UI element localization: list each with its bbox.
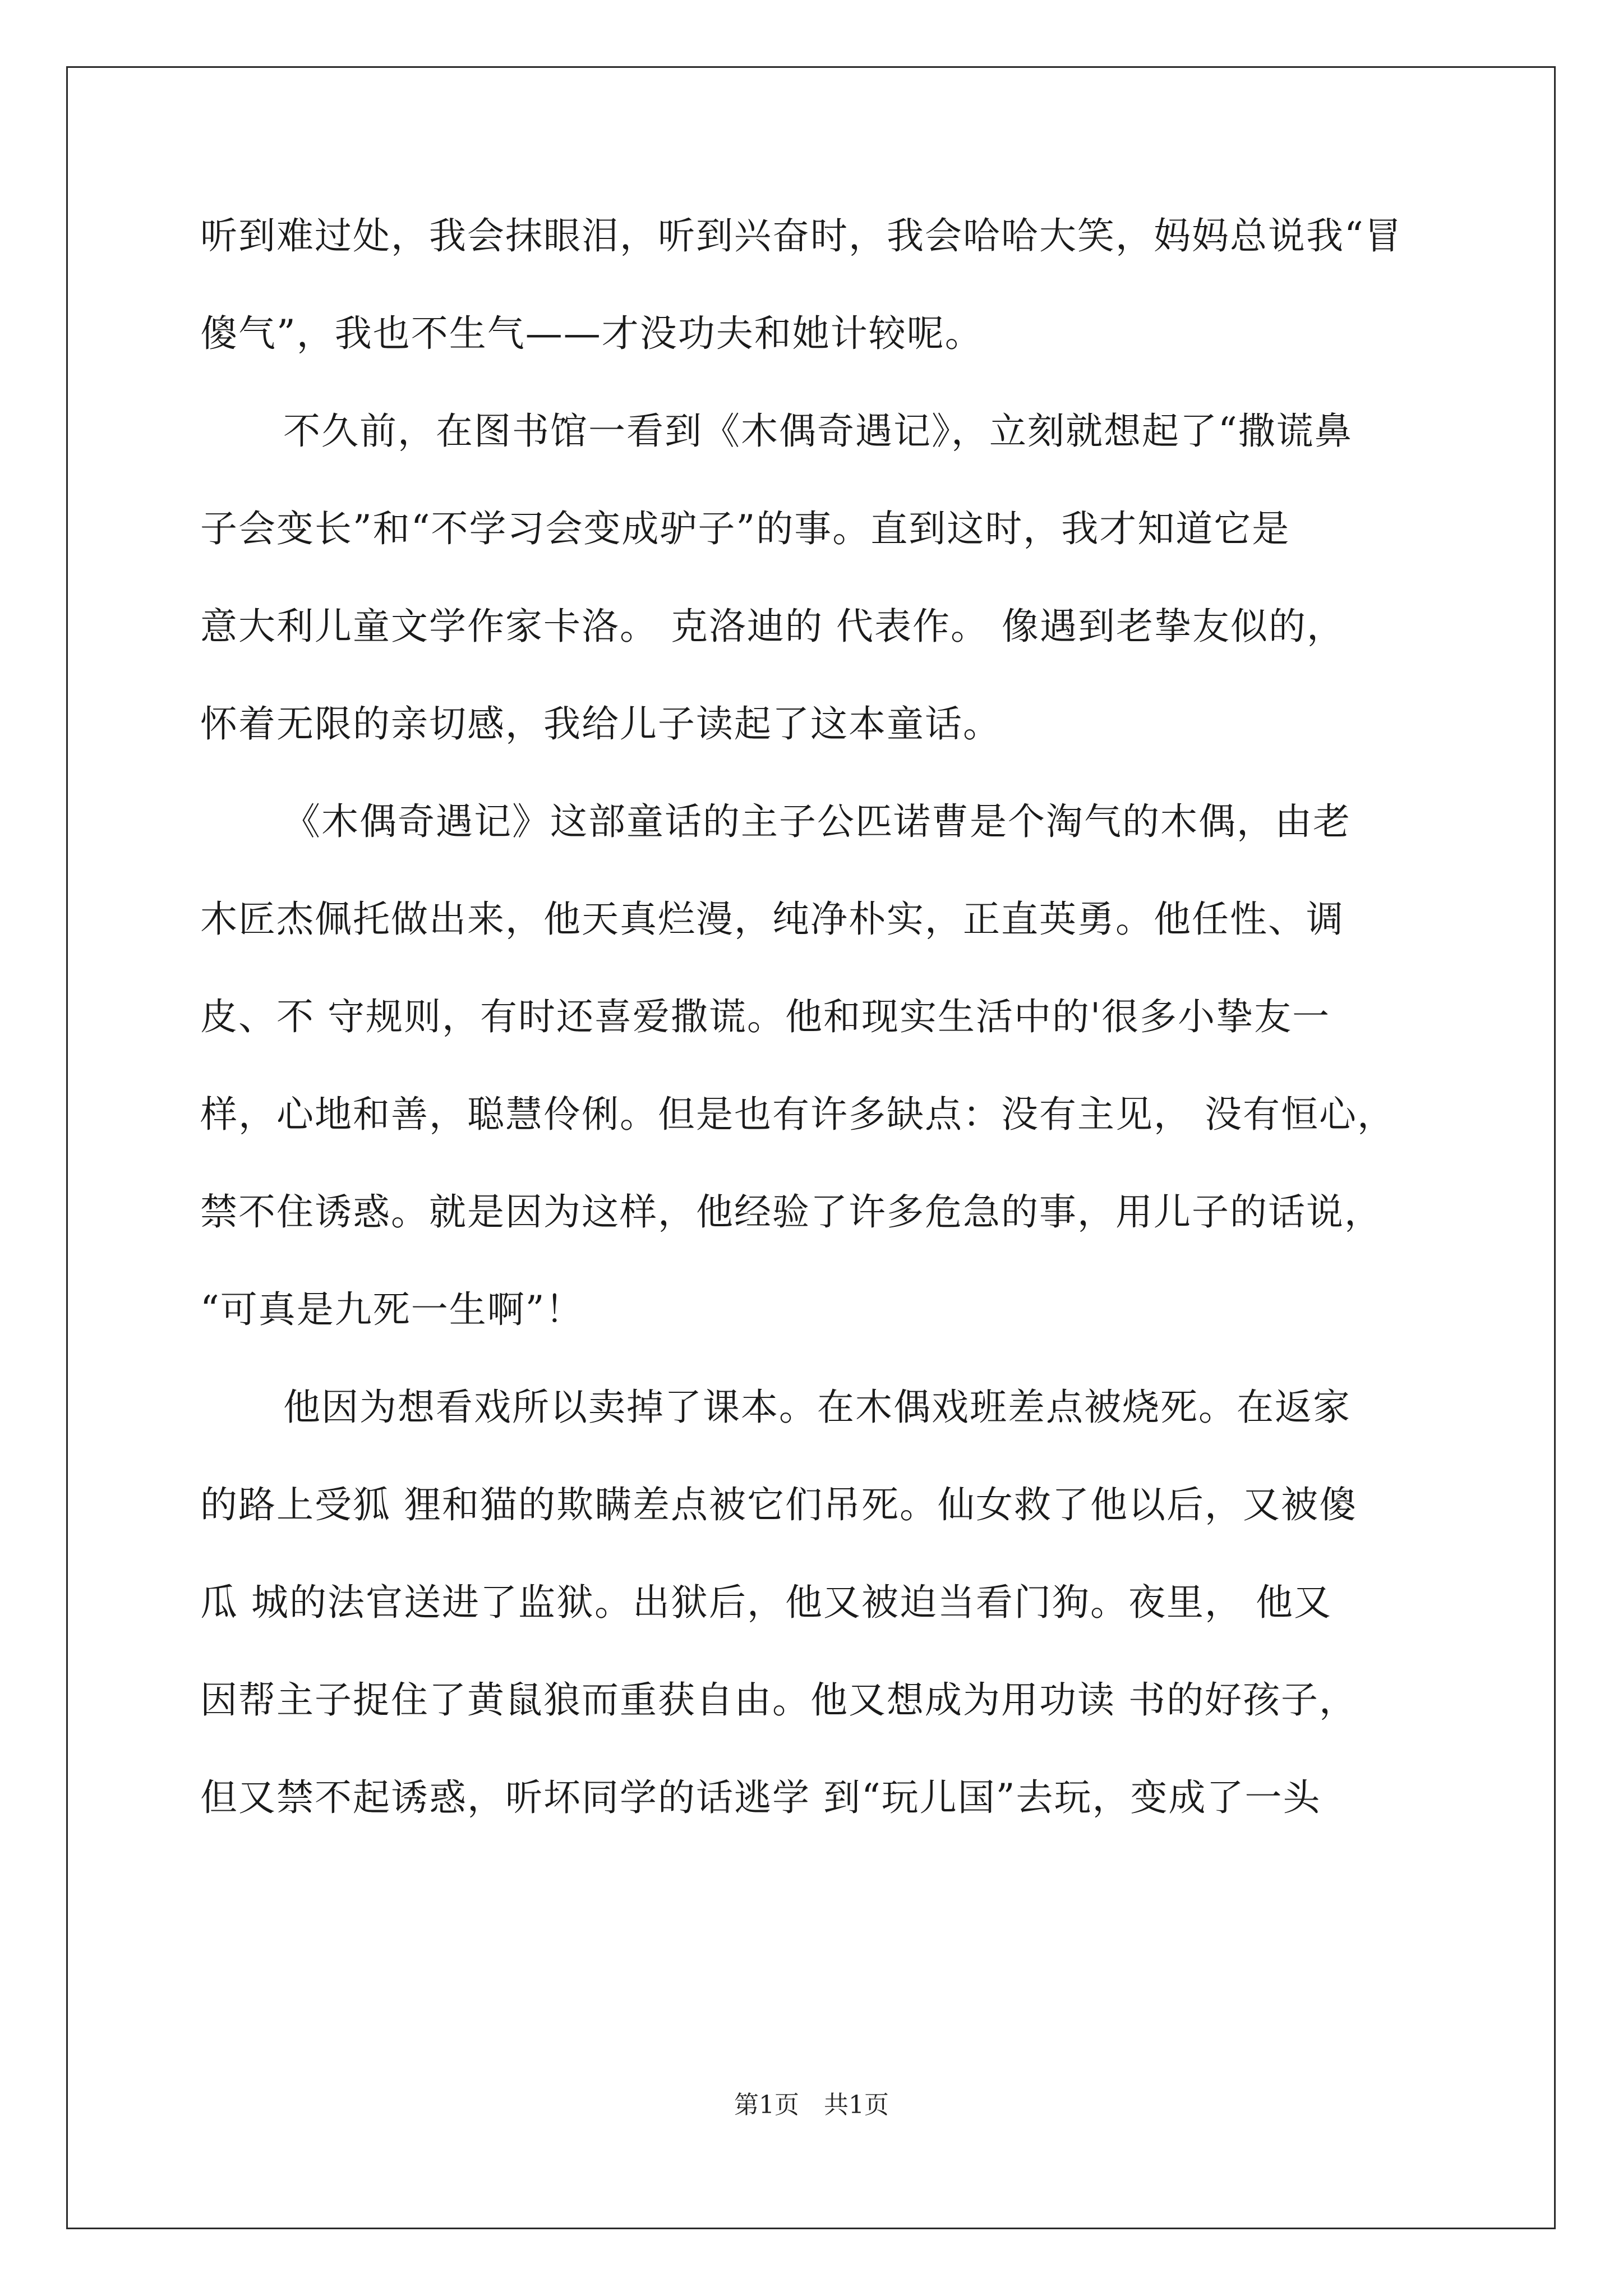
text-line: 皮、不 守规则，有时还喜爱撒谎。他和现实生活中的'很多小挚友一 — [200, 995, 1331, 1038]
text-line: 不久前，在图书馆一看到《木偶奇遇记》，立刻就想起了“撒谎鼻 — [283, 409, 1353, 453]
text-line: “可真是九死一生啊”！ — [200, 1288, 584, 1331]
text-line: 但又禁不起诱惑，听坏同学的话逃学 到“玩儿国”去玩，变成了一头 — [200, 1776, 1321, 1819]
text-line: 禁不住诱惑。就是因为这样，他经验了许多危急的事，用儿子的话说， — [200, 1190, 1382, 1234]
text-line: 听到难过处，我会抹眼泪，听到兴奋时，我会哈哈大笑，妈妈总说我“冒 — [200, 214, 1403, 257]
text-line: 《木偶奇遇记》这部童话的主子公匹诺曹是个淘气的木偶，由老 — [283, 800, 1351, 843]
document-body — [200, 212, 1434, 1822]
text-line: 意大利儿童文学作家卡洛。 克洛迪的 代表作。 像遇到老挚友似的， — [200, 605, 1345, 648]
page-number-footer: 第1页 共1页 — [734, 2091, 889, 2119]
text-line: 的路上受狐 狸和猫的欺瞒差点被它们吊死。仙女救了他以后，又被傻 — [200, 1483, 1357, 1526]
text-line: 怀着无限的亲切感，我给儿子读起了这本童话。 — [200, 702, 1001, 746]
text-line: 瓜 城的法官送进了监狱。出狱后，他又被迫当看门狗。夜里， 他又 — [200, 1581, 1332, 1624]
text-line: 样，心地和善，聪慧伶俐。但是也有许多缺点：没有主见， 没有恒心， — [200, 1093, 1395, 1136]
text-line: 傻气”，我也不生气——才没功夫和她计较呢。 — [200, 312, 983, 355]
text-line: 木匠杰佩托做出来，他天真烂漫，纯净朴实，正直英勇。他任性、调 — [200, 898, 1344, 941]
text-line: 他因为想看戏所以卖掉了课本。在木偶戏班差点被烧死。在返家 — [283, 1386, 1351, 1429]
text-line: 子会变长”和“不学习会变成驴子”的事。直到这时，我才知道它是 — [200, 507, 1290, 550]
text-line: 因帮主子捉住了黄鼠狼而重获自由。他又想成为用功读 书的好孩子， — [200, 1678, 1357, 1722]
